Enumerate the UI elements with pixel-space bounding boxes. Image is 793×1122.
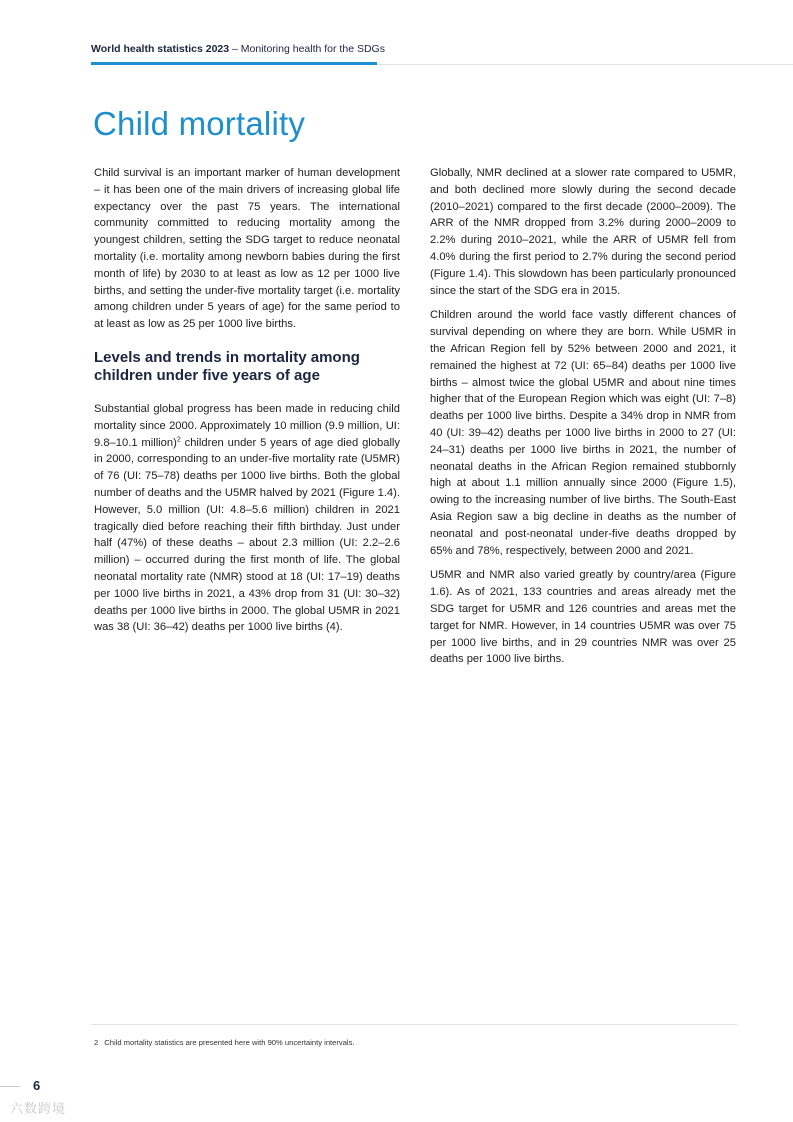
- left-column: [94, 165, 400, 644]
- page-number: 6: [33, 1078, 41, 1093]
- header-text: [91, 43, 385, 55]
- section-heading-line: Levels and trends in mortality among: [94, 348, 360, 366]
- header-accent-bar: [91, 62, 377, 65]
- report-title: World health statistics 2023: [91, 43, 230, 55]
- report-subtitle: Monitoring health for the SDGs: [240, 43, 385, 55]
- header-divider: [377, 64, 793, 65]
- body-paragraph: Children around the world face vastly different chances of survival depending on where they are born. While U5MR in the African Region fell by 52% between 2000 and 2021, it remained the highest at 72 (UI: 65–84) deaths per 1000 live births – almost twice the global U5MR and about nine times higher that of the European Region which was eight (UI: 7–8) deaths per 1000 live births. Despite a 34% drop in NMR from 40 (UI: 39–42) deaths per 1000 live births in 2000 to 27 (UI: 24–31) deaths per 1000 live births in 2021, the number of neonatal deaths in the African Region remained stubbornly high at about 1.1 million annually since 2000 (Figure 1.5), owing to the increasing number of live births. The South-East Asia Region saw a big decline in deaths as the number of neonatal and post-neonatal under-five deaths dropped by 65% and 78%, respectively, between 2000 and 2021.: [430, 309, 736, 557]
- footnote-text: Child mortality statistics are presented here with 90% uncertainty intervals.: [104, 1038, 355, 1047]
- body-paragraph: Globally, NMR declined at a slower rate compared to U5MR, and both declined more slowly during the second decade (2010–2021) compared to the first decade (2000–2009). The ARR of the NMR dropped from 3.2% during 2000–2009 to 2.2% during 2010–2021, while the ARR of U5MR fell from 4.0% during the first period to 2.7% during the second period (Figure 1.4). This slowdown has been particularly pronounced since the start of the SDG era in 2015.: [430, 167, 736, 297]
- body-paragraph: U5MR and NMR also varied greatly by country/area (Figure 1.6). As of 2021, 133 countries and areas already met the SDG target for U5MR and 126 countries and areas met the target for NMR. However, in 14 countries U5MR was over 75 per 1000 live births, and in 29 countries NMR was over 25 deaths per 1000 live births.: [430, 569, 736, 666]
- body-text: children under 5 years of age died globally in 2000, corresponding to an under-five mortality rate (U5MR) of 76 (UI: 75–78) deaths per 1000 live births. Both the global number of deaths and the U5MR halved by 2021 (Figure 1.4). However, 5.0 million (UI: 4.8–5.6 million) children in 2021 tragically died before reaching their fifth birthday. Just under half (47%) of these deaths – about 2.3 million (UI: 2.2–2.6 million) – occurred during the first month of life. The global neonatal mortality rate (NMR) stood at 18 (UI: 17–19) deaths per 1000 live births in 2021, a 43% drop from 31 (UI: 30–32) deaths per 1000 live births in 2000. The global U5MR in 2021 was 38 (UI: 36–42) deaths per 1000 live births (4).: [94, 436, 401, 634]
- header-separator: –: [229, 43, 241, 55]
- page-title: Child mortality: [93, 105, 306, 142]
- watermark: 六数跨境: [10, 1101, 67, 1116]
- body-paragraph: [94, 401, 400, 636]
- body-text: Substantial global progress has been made in reducing child mortality since 2000. Approximately 10 million (9.9 million, UI: 9.8–10.1 million): [94, 402, 400, 449]
- page-number-rule: [0, 1086, 20, 1087]
- intro-paragraph: Child survival is an important marker of human development – it has been one of the main drivers of increasing global life expectancy over the past 75 years. The international community committed to reducing mortality among the youngest children, setting the SDG target to reduce neonatal mortality (i.e. mortality among newborn babies during the first month of life) by 2030 to at least as low as 12 per 1000 live births, and setting the under-five mortality target (i.e. mortality among children under 5 years of age) for the same period to at least as low as 25 per 1000 live births.: [94, 167, 400, 331]
- footnote-number: 2: [94, 1038, 99, 1047]
- footnote-reference[interactable]: 2: [176, 435, 181, 443]
- section-heading: [94, 349, 400, 385]
- section-heading-line: children under five years of age: [94, 366, 320, 384]
- right-column: [430, 165, 736, 676]
- footnote-divider: [91, 1024, 737, 1025]
- footnote: [94, 1038, 355, 1047]
